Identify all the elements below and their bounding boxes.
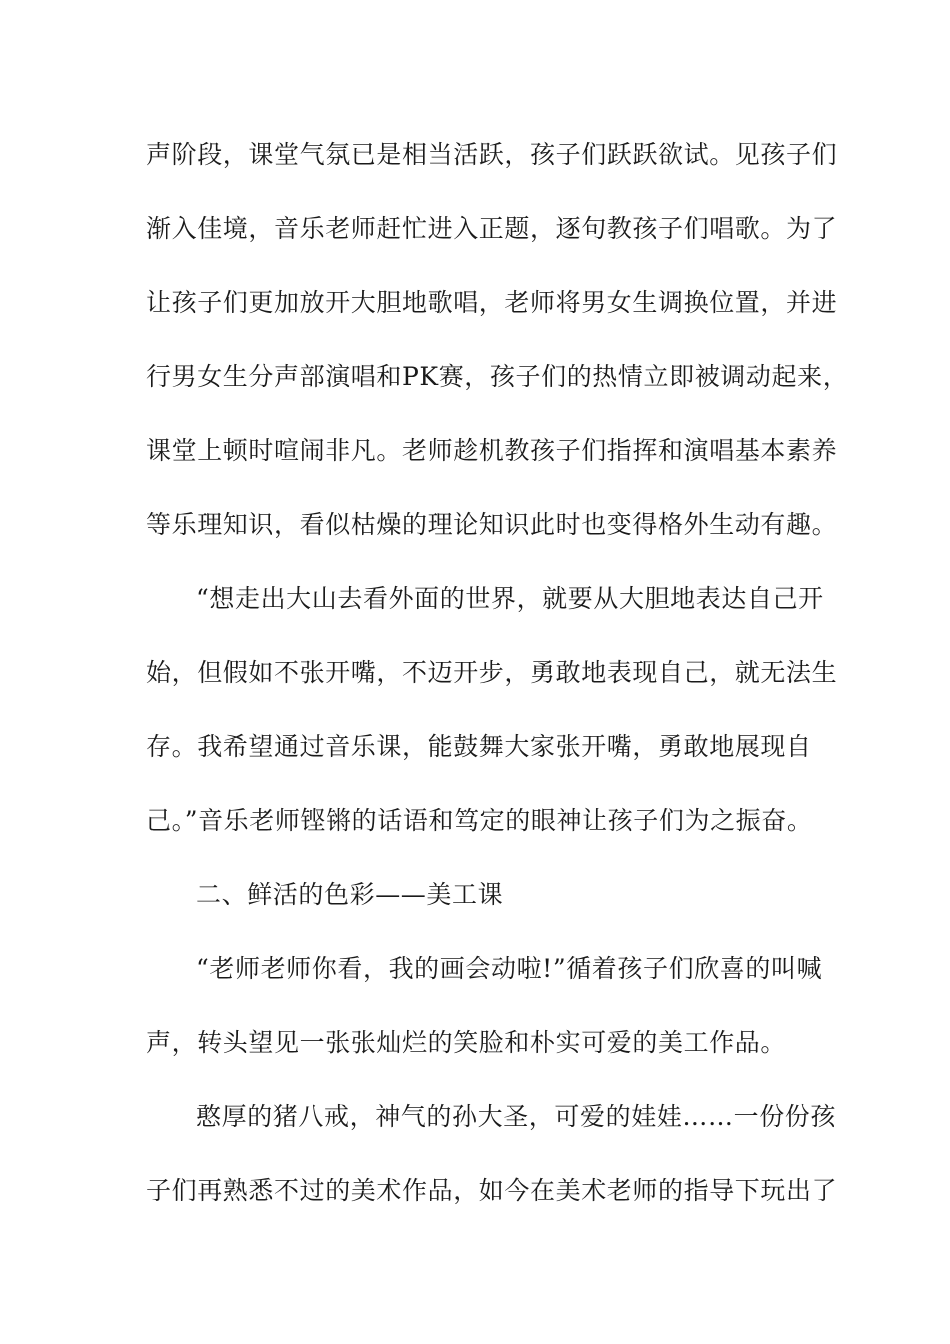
text-line: 子们再熟悉不过的美术作品，如今在美术老师的指导下玩出了: [146, 1176, 838, 1205]
text-line: 始，但假如不张开嘴，不迈开步，勇敢地表现自己，就无法生: [146, 658, 838, 687]
text-line: 等乐理知识，看似枯燥的理论知识此时也变得格外生动有趣。: [146, 510, 838, 539]
text-line: 己。”音乐老师铿锵的话语和笃定的眼神让孩子们为之振奋。: [146, 806, 813, 835]
text-line: 行男女生分声部演唱和PK赛，孩子们的热情立即被调动起来，: [146, 362, 849, 391]
paragraph-first-line: “想走出大山去看外面的世界，就要从大胆地表达自己开: [196, 584, 824, 613]
paragraph-first-line: “老师老师你看，我的画会动啦!”循着孩子们欣喜的叫喊: [196, 954, 823, 983]
paragraph-first-line: 憨厚的猪八戒，神气的孙大圣，可爱的娃娃……一份份孩: [196, 1102, 837, 1131]
text-line: 让孩子们更加放开大胆地歌唱，老师将男女生调换位置，并进: [146, 288, 838, 317]
section-heading: 二、鲜活的色彩——美工课: [196, 880, 504, 909]
text-line: 渐入佳境，音乐老师赶忙进入正题，逐句教孩子们唱歌。为了: [146, 214, 838, 243]
text-line: 课堂上顿时喧闹非凡。老师趁机教孩子们指挥和演唱基本素养: [146, 436, 838, 465]
text-line: 声，转头望见一张张灿烂的笑脸和朴实可爱的美工作品。: [146, 1028, 787, 1057]
text-line: 存。我希望通过音乐课，能鼓舞大家张开嘴，勇敢地展现自: [146, 732, 812, 761]
text-line: 声阶段，课堂气氛已是相当活跃，孩子们跃跃欲试。见孩子们: [146, 140, 838, 169]
